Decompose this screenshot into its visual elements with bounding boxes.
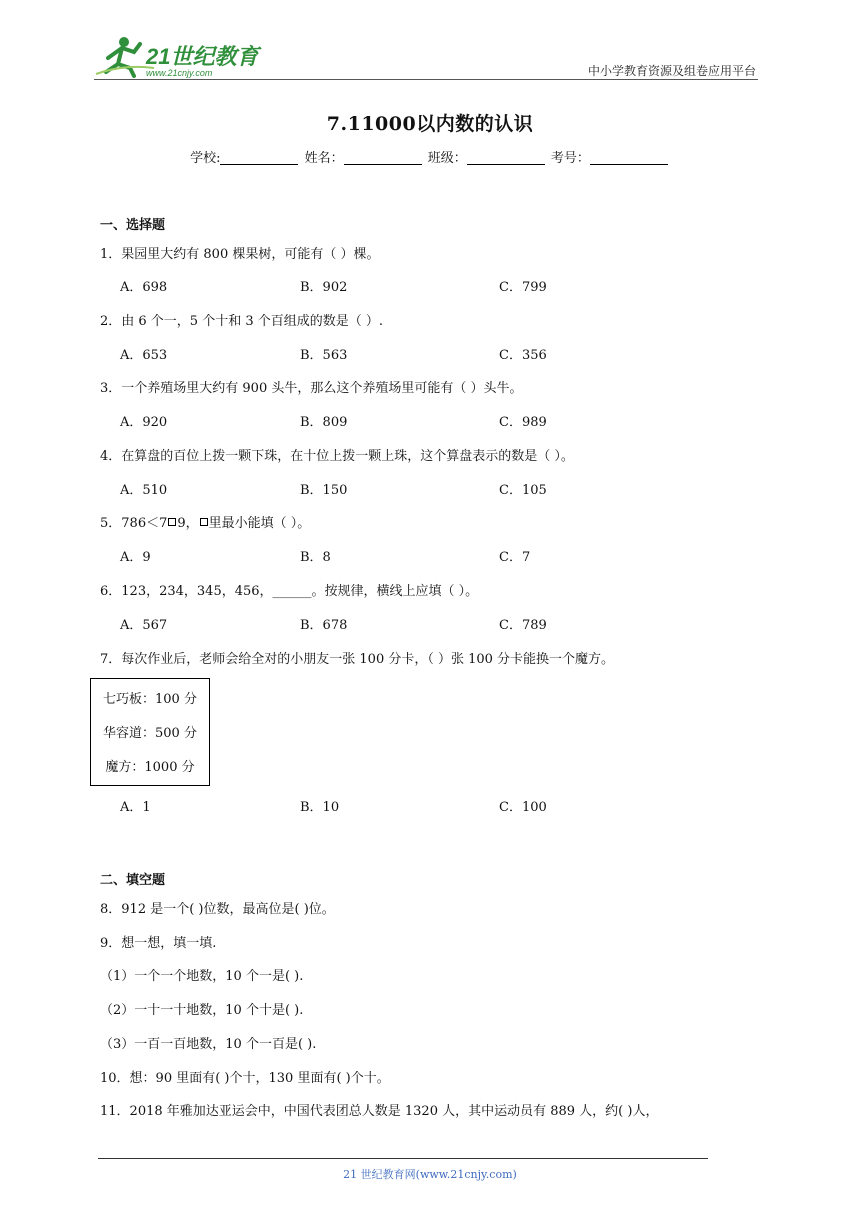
logo-text: 21世纪教育 xyxy=(146,44,259,69)
question-5 xyxy=(100,512,310,531)
student-info-line xyxy=(0,147,860,166)
q3-option-c[interactable]: C．989 xyxy=(499,415,547,430)
q5-option-b[interactable]: B．8 xyxy=(300,550,331,565)
runner-logo-icon xyxy=(94,34,264,80)
q6-option-a[interactable]: A．567 xyxy=(120,618,168,633)
q7-option-b[interactable]: B．10 xyxy=(300,800,340,815)
school-label: 学校: xyxy=(190,151,221,166)
q5-option-c[interactable]: C．7 xyxy=(499,550,531,565)
footer-text[interactable]: 21 世纪教育网(www.21cnjy.com) xyxy=(343,1168,517,1181)
section-title-choice: 一、选择题 xyxy=(100,218,166,233)
q1-option-c[interactable]: C．799 xyxy=(499,280,547,295)
logo xyxy=(94,34,264,80)
question-9-2: （2）一十一十地数，10 个十是( ). xyxy=(100,1003,304,1018)
exam-no-label: 考号： xyxy=(550,151,590,166)
prize-line-2: 华容道：500 分 xyxy=(103,726,197,741)
q5-text-c: 里最小能填（ ）。 xyxy=(208,516,311,531)
q7-option-c[interactable]: C．100 xyxy=(499,800,547,815)
q5-option-a[interactable]: A．9 xyxy=(120,550,151,565)
q3-option-b[interactable]: B．809 xyxy=(300,415,348,430)
q5-text-a: 5．786＜7 xyxy=(100,516,168,531)
q4-option-a[interactable]: A．510 xyxy=(120,483,168,498)
name-label: 姓名： xyxy=(304,151,344,166)
q2-option-c[interactable]: C．356 xyxy=(499,348,547,363)
header-divider xyxy=(94,79,758,80)
q1-option-b[interactable]: B．902 xyxy=(300,280,348,295)
question-9: 9．想一想，填一填. xyxy=(100,936,217,951)
question-9-3: （3）一百一百地数，10 个一百是( ). xyxy=(100,1037,317,1052)
section-title-fill: 二、填空题 xyxy=(100,873,166,888)
question-1: 1．果园里大约有 800 棵果树，可能有（ ）棵。 xyxy=(100,247,380,262)
question-4: 4．在算盘的百位上拨一颗下珠，在十位上拨一颗上珠，这个算盘表示的数是（ ）。 xyxy=(100,449,574,464)
q2-option-a[interactable]: A．653 xyxy=(120,348,168,363)
question-10: 10．想：90 里面有( )个十，130 里面有( )个十。 xyxy=(100,1071,390,1086)
q4-option-b[interactable]: B．150 xyxy=(300,483,348,498)
q7-option-a[interactable]: A．1 xyxy=(120,800,151,815)
header-platform-text: 中小学教育资源及组卷应用平台 xyxy=(587,64,756,78)
square-box-icon xyxy=(200,518,208,526)
q2-option-b[interactable]: B．563 xyxy=(300,348,348,363)
question-9-1: （1）一个一个地数，10 个一是( ). xyxy=(100,969,304,984)
q4-option-c[interactable]: C．105 xyxy=(499,483,547,498)
class-blank[interactable] xyxy=(467,150,545,165)
q5-text-b: 9， xyxy=(177,516,199,531)
q6-option-c[interactable]: C．789 xyxy=(499,618,547,633)
prize-line-3: 魔方：1000 分 xyxy=(105,760,195,775)
question-7: 7．每次作业后，老师会给全对的小朋友一张 100 分卡，（ ）张 100 分卡能换一个魔方。 xyxy=(100,652,615,667)
question-6: 6．123，234，345，456，______。按规律，横线上应填（ ）。 xyxy=(100,584,479,599)
prize-box xyxy=(90,678,210,786)
class-label: 班级： xyxy=(427,151,467,166)
exam-no-blank[interactable] xyxy=(590,150,668,165)
square-box-icon xyxy=(168,518,176,526)
question-8: 8．912 是一个( )位数，最高位是( )位。 xyxy=(100,902,335,917)
question-2: 2．由 6 个一，5 个十和 3 个百组成的数是（ ）. xyxy=(100,314,384,329)
prize-line-1: 七巧板：100 分 xyxy=(103,692,197,707)
q3-option-a[interactable]: A．920 xyxy=(120,415,168,430)
name-blank[interactable] xyxy=(344,150,422,165)
question-11: 11．2018 年雅加达亚运会中，中国代表团总人数是 1320 人，其中运动员有 889 人，约( )人， xyxy=(100,1104,659,1119)
question-3: 3．一个养殖场里大约有 900 头牛，那么这个养殖场里可能有（ ）头牛。 xyxy=(100,381,523,396)
footer-divider xyxy=(98,1158,708,1159)
q1-option-a[interactable]: A．698 xyxy=(120,280,168,295)
q6-option-b[interactable]: B．678 xyxy=(300,618,348,633)
page-title: 7.11000以内数的认识 xyxy=(326,113,534,135)
logo-url: www.21cnjy.com xyxy=(146,68,213,78)
school-blank[interactable] xyxy=(220,150,298,165)
